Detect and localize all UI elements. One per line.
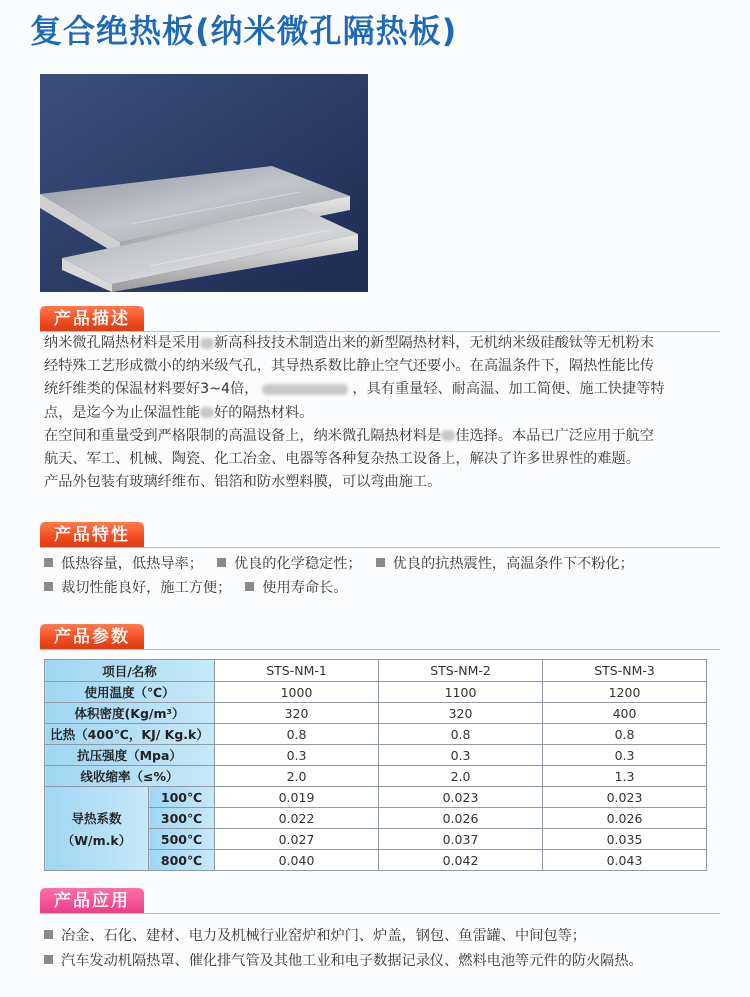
table-cell: 1000 [215, 682, 379, 703]
table-cell: 0.023 [379, 787, 543, 808]
redacted-mark [200, 338, 214, 349]
desc-text: 在空间和重量受到严格限制的高温设备上，纳米微孔隔热材料是 [44, 427, 442, 444]
desc-text: 纳米微孔隔热材料是采用 [44, 335, 201, 351]
params-heading: 产品参数 [40, 624, 144, 650]
applications-heading: 产品应用 [40, 888, 144, 914]
table-cell: 0.8 [543, 724, 707, 745]
table-cell: 400 [543, 703, 707, 724]
table-cell: 0.8 [215, 724, 379, 745]
table-cell: 0.027 [215, 829, 379, 850]
bullet-icon [376, 558, 385, 567]
bullet-icon [44, 582, 53, 591]
application-item: 冶金、石化、建材、电力及机械行业窑炉和炉门、炉盖，钢包、鱼雷罐、中间包等； [61, 928, 586, 944]
table-cell: 0.043 [543, 850, 707, 871]
table-cell: 0.042 [379, 850, 543, 871]
applications-list [44, 924, 744, 974]
table-cell: 0.019 [215, 787, 379, 808]
feature-item: 使用寿命长。 [262, 580, 348, 596]
application-item: 汽车发动机隔热罩、催化排气管及其他工业和电子数据记录仪、燃料电池等元件的防火隔热。 [61, 953, 643, 969]
divider [40, 547, 720, 548]
table-row [45, 787, 707, 808]
table-cell: 0.023 [543, 787, 707, 808]
features-heading: 产品特性 [40, 522, 144, 548]
table-cell: 0.037 [379, 829, 543, 850]
page-title: 复合绝热板(纳米微孔隔热板) [30, 12, 458, 50]
row-label: 线收缩率（≤%） [45, 766, 215, 787]
insulation-board-image [40, 74, 368, 292]
header-cell: STS-NM-2 [379, 660, 543, 682]
temp-label: 500℃ [149, 829, 215, 850]
header-cell: STS-NM-3 [543, 660, 707, 682]
table-cell: 320 [379, 703, 543, 724]
feature-item: 优良的抗热震性，高温条件下不粉化； [392, 556, 634, 572]
row-label: 体积密度(Kg/m³） [45, 703, 215, 724]
row-label: 抗压强度（Mpa） [45, 745, 215, 766]
bullet-icon [44, 955, 53, 964]
description-text [44, 332, 734, 494]
divider [40, 913, 720, 914]
table-row [45, 703, 707, 724]
table-row [45, 724, 707, 745]
redacted-mark [262, 384, 348, 395]
bullet-icon [245, 582, 254, 591]
conductivity-label [45, 787, 149, 871]
table-cell: 0.3 [215, 745, 379, 766]
temp-label: 100℃ [149, 787, 215, 808]
conductivity-label-line1: 导热系数 [71, 810, 122, 826]
bullet-icon [44, 930, 53, 939]
bullet-icon [44, 558, 53, 567]
desc-text: 新高科技技术制造出来的新型隔热材料，无机纳米级硅酸钛等无机粉末 [214, 335, 654, 351]
desc-text: ，具有重量轻、耐高温、加工简便、施工快捷等特 [352, 381, 665, 398]
table-cell: 0.026 [379, 808, 543, 829]
desc-text: 航天、军工、机械、陶瓷、化工冶金、电器等各种复杂热工设备上，解决了许多世界性的难题。 [44, 451, 640, 468]
temp-label: 300℃ [149, 808, 215, 829]
params-table [44, 659, 707, 871]
table-cell: 0.040 [215, 850, 379, 871]
desc-text: 佳选择。本品已广泛应用于航空 [455, 427, 654, 444]
table-cell: 320 [215, 703, 379, 724]
table-cell: 0.3 [379, 745, 543, 766]
desc-text: 统纤维类的保温材料要好3~4倍， [44, 381, 259, 398]
table-cell: 1200 [543, 682, 707, 703]
divider [40, 649, 720, 650]
table-row [45, 682, 707, 703]
desc-text: 好的隔热材料。 [214, 404, 314, 421]
bullet-icon [217, 558, 226, 567]
table-cell: 0.022 [215, 808, 379, 829]
feature-item: 优良的化学稳定性； [233, 556, 362, 572]
feature-item: 低热容量，低热导率； [61, 556, 203, 572]
table-row [45, 766, 707, 787]
row-label: 使用温度（℃） [45, 682, 215, 703]
redacted-mark [200, 407, 214, 418]
table-cell: 0.8 [379, 724, 543, 745]
temp-label: 800℃ [149, 850, 215, 871]
redacted-mark [441, 430, 455, 441]
table-cell: 2.0 [379, 766, 543, 787]
table-cell: 0.3 [543, 745, 707, 766]
conductivity-label-line2: （W/m.k） [61, 832, 132, 848]
feature-item: 裁切性能良好，施工方便； [61, 580, 232, 596]
table-cell: 0.035 [543, 829, 707, 850]
product-photo [40, 74, 368, 292]
table-cell: 2.0 [215, 766, 379, 787]
desc-text: 点，是迄今为止保温性能 [44, 404, 201, 421]
row-label: 比热（400℃，KJ/ Kg.k） [45, 724, 215, 745]
table-cell: 0.026 [543, 808, 707, 829]
features-list [44, 552, 744, 600]
table-cell: 1.3 [543, 766, 707, 787]
table-cell: 1100 [379, 682, 543, 703]
header-cell: 项目/名称 [45, 660, 215, 682]
desc-text: 产品外包装有玻璃纤维布、铝箔和防水塑料膜，可以弯曲施工。 [44, 474, 442, 491]
table-header-row [45, 660, 707, 682]
desc-text: 经特殊工艺形成微小的纳米级气孔，其导热系数比静止空气还要小。在高温条件下，隔热性能比传 [44, 358, 655, 375]
header-cell: STS-NM-1 [215, 660, 379, 682]
table-row [45, 745, 707, 766]
description-heading: 产品描述 [40, 306, 144, 332]
